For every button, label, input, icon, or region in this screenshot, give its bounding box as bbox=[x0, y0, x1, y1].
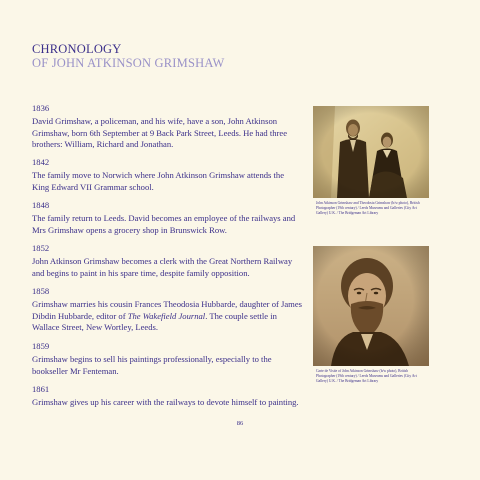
chronology-heading bbox=[32, 42, 312, 70]
portrait-photo-image bbox=[313, 246, 429, 366]
couple-photo bbox=[313, 106, 429, 198]
entry-text bbox=[32, 299, 302, 334]
entry-text: John Atkinson Grimshaw becomes a clerk with the Great Northern Railway and begins to paint in his spare time, despite family opposition. bbox=[32, 256, 293, 278]
entry-text: The family return to Leeds. David becomes an employee of the railways and Mrs Grimshaw opens a grocery shop in Brunswick Row. bbox=[32, 213, 296, 235]
entry-year: 1859 bbox=[32, 341, 50, 351]
chronology-entry bbox=[32, 200, 302, 236]
entry-year: 1852 bbox=[32, 243, 50, 253]
chronology-entry bbox=[32, 341, 302, 377]
entry-text-before: Grimshaw marries his cousin Frances Theodosia Hubbarde, daughter of James Dibdin Hubbarde, editor of bbox=[32, 299, 302, 321]
page-number: 86 bbox=[236, 420, 244, 427]
chronology-entry bbox=[32, 384, 302, 409]
chronology-entry bbox=[32, 286, 302, 334]
chronology-entry bbox=[32, 103, 302, 151]
entry-text: Grimshaw begins to sell his paintings professionally, especially to the bookseller Mr Fenteman. bbox=[32, 354, 272, 376]
entry-year: 1848 bbox=[32, 200, 50, 210]
entry-year: 1861 bbox=[32, 384, 50, 394]
couple-photo-caption: John Atkinson Grimshaw and Theodosia Grimshaw (b/w photo), British Photographer (19th century) / Leeds Museums and Galleries (City Art Gallery) U.K. / The Bridgeman Art Library bbox=[316, 201, 420, 215]
entry-year: 1858 bbox=[32, 286, 50, 296]
chronology-entry bbox=[32, 243, 302, 279]
chronology-entry bbox=[32, 157, 302, 193]
entry-text: Grimshaw gives up his career with the railways to devote himself to painting. bbox=[32, 397, 299, 407]
journal-title: The Wakefield Journal bbox=[127, 310, 206, 321]
entry-year: 1842 bbox=[32, 157, 50, 167]
page-title: CHRONOLOGY bbox=[32, 42, 122, 56]
portrait-photo bbox=[313, 246, 429, 366]
entry-text: David Grimshaw, a policeman, and his wife, have a son, John Atkinson Grimshaw, born 6th September at 9 Back Park Street, Leeds. He had three brothers: William, Richard and Jonathan. bbox=[32, 116, 288, 149]
portrait-photo-caption: Carte de Visite of John Atkinson Grimshaw (b/w photo), British Photographer (19th century) / Leeds Museums and Galleries (City Art Gallery) U.K. / The Bridgeman Art Library bbox=[316, 369, 417, 383]
couple-photo-image bbox=[313, 106, 429, 198]
entry-year: 1836 bbox=[32, 103, 50, 113]
page-subtitle: OF JOHN ATKINSON GRIMSHAW bbox=[32, 56, 225, 70]
entry-text-after: . The couple settle in Wallace Street, New Wortley, Leeds. bbox=[32, 310, 277, 332]
entry-text: The family move to Norwich where John Atkinson Grimshaw attends the King Edward VII Grammar school. bbox=[32, 170, 285, 192]
